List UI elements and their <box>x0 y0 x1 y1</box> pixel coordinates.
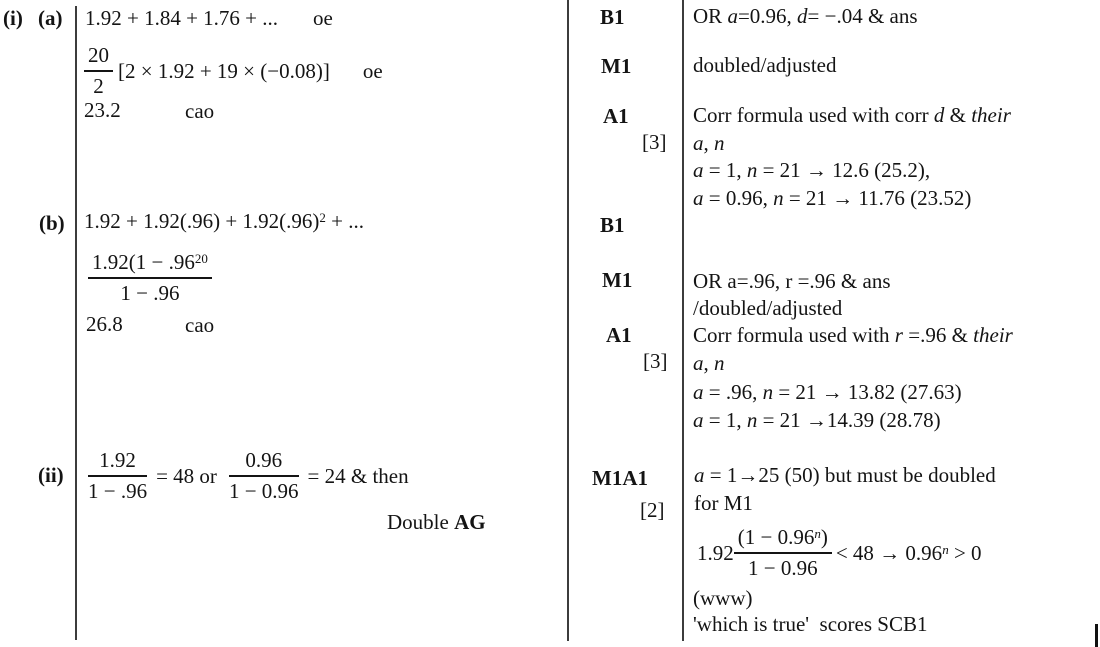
part-ii-fraction-1 <box>88 448 147 504</box>
part-a-bracket-expression: [2 × 1.92 + 19 × (−0.08)] <box>118 58 330 83</box>
comment-ii-inequality-tail: < $48 \to 0.96^n > 0$ <box>835 540 982 565</box>
comment-b-line-6: a = 1, n = 21 →14.39 (28.78) <box>693 408 941 432</box>
comment-a-line-3: Corr formula used with corr d & their <box>693 103 1011 127</box>
question-column-rule <box>75 6 77 640</box>
comment-b-line-5: a = .96, n = 21 → 13.82 (27.63) <box>693 380 962 404</box>
comment-a-line-5: a = 1, n = 21 → 12.6 (25.2), <box>693 158 931 182</box>
part-a-oe-1: oe <box>313 6 333 30</box>
part-b-answer: 26.8 <box>86 312 123 336</box>
comment-ii-www: (www) <box>693 586 753 610</box>
fraction-denominator: 1 − 0.96 <box>228 479 299 503</box>
mark-a-m1: M1 <box>601 54 632 78</box>
fraction-numerator: 20 <box>84 43 113 72</box>
mark-ii-total: [2] <box>640 498 665 522</box>
comment-ii-fraction <box>734 525 832 581</box>
part-a-oe-2: oe <box>362 58 383 83</box>
comment-a-line-2: doubled/adjusted <box>693 53 837 77</box>
comment-ii-coefficient: 1.92 <box>697 540 734 565</box>
mark-b-b1: B1 <box>600 213 625 237</box>
comment-b-line-1: OR a=.96, r =.96 & ans <box>693 269 891 293</box>
part-b-cao: cao <box>185 313 215 337</box>
part-ii-double-ag: Double AG <box>387 510 486 534</box>
fraction-numerator: 1.92 <box>88 448 147 477</box>
part-ii-equals-24: = 24 & then <box>307 463 409 488</box>
comment-b-line-4: a, n <box>693 351 725 375</box>
part-b-series-line: $1.92 + 1.92(.96) + 1.92(.96)^2$ + ... <box>84 209 365 233</box>
part-ii-equals-48: = 48 or <box>156 463 217 488</box>
comment-b-line-2: /doubled/adjusted <box>693 296 843 320</box>
part-ii-formula-row <box>88 446 409 506</box>
mark-a-a1: A1 <box>603 104 629 128</box>
part-label-ii: (ii) <box>38 463 64 487</box>
mark-b-m1: M1 <box>602 268 633 292</box>
fraction-numerator: 0.96 <box>229 448 299 477</box>
comment-a-line-6: a = 0.96, n = 21 → 11.76 (23.52) <box>693 186 972 210</box>
comment-b-line-3: Corr formula used with r =.96 & their <box>693 323 1013 347</box>
fraction-denominator: 1 − .96 <box>120 281 180 305</box>
fraction-denominator: 1 − 0.96 <box>748 556 818 580</box>
mark-ii-m1a1: M1A1 <box>592 466 648 490</box>
part-b-formula-row <box>88 248 212 308</box>
marks-column-left-rule <box>567 0 569 641</box>
part-a-fraction <box>84 43 113 99</box>
comment-ii-line-2: for M1 <box>694 491 753 515</box>
marks-column-right-rule <box>682 0 684 641</box>
fraction-denominator: 1 − .96 <box>88 479 148 503</box>
part-label-b: (b) <box>39 211 65 235</box>
comment-ii-line-1: a = 1→25 (50) but must be doubled <box>694 463 996 487</box>
part-a-series-line: 1.92 + 1.84 + 1.76 + ... <box>85 6 279 30</box>
comment-ii-scb1: 'which is true' scores SCB1 <box>693 612 928 636</box>
part-b-fraction <box>88 250 212 306</box>
comment-a-line-4: a, n <box>693 131 725 155</box>
mark-a-total: [3] <box>642 130 667 154</box>
part-a-formula-row <box>84 42 383 100</box>
comment-ii-inequality-row <box>697 525 982 581</box>
mark-b-total: [3] <box>643 349 668 373</box>
part-a-answer: 23.2 <box>84 98 121 122</box>
mark-b-a1: A1 <box>606 323 632 347</box>
text-cursor-artifact <box>1095 624 1098 647</box>
fraction-denominator: 2 <box>93 74 104 98</box>
fraction-numerator: $1.92(1 - .96^{20}$ <box>88 250 212 279</box>
mark-a-b1: B1 <box>600 5 625 29</box>
part-label-a: (a) <box>38 6 63 30</box>
fraction-numerator: $(1 - 0.96^n)$ <box>734 525 832 554</box>
part-label-i: (i) <box>3 6 23 30</box>
part-ii-fraction-2 <box>229 448 299 504</box>
comment-a-line-1: OR a=0.96, d= −.04 & ans <box>693 4 918 28</box>
part-a-cao: cao <box>185 99 215 123</box>
